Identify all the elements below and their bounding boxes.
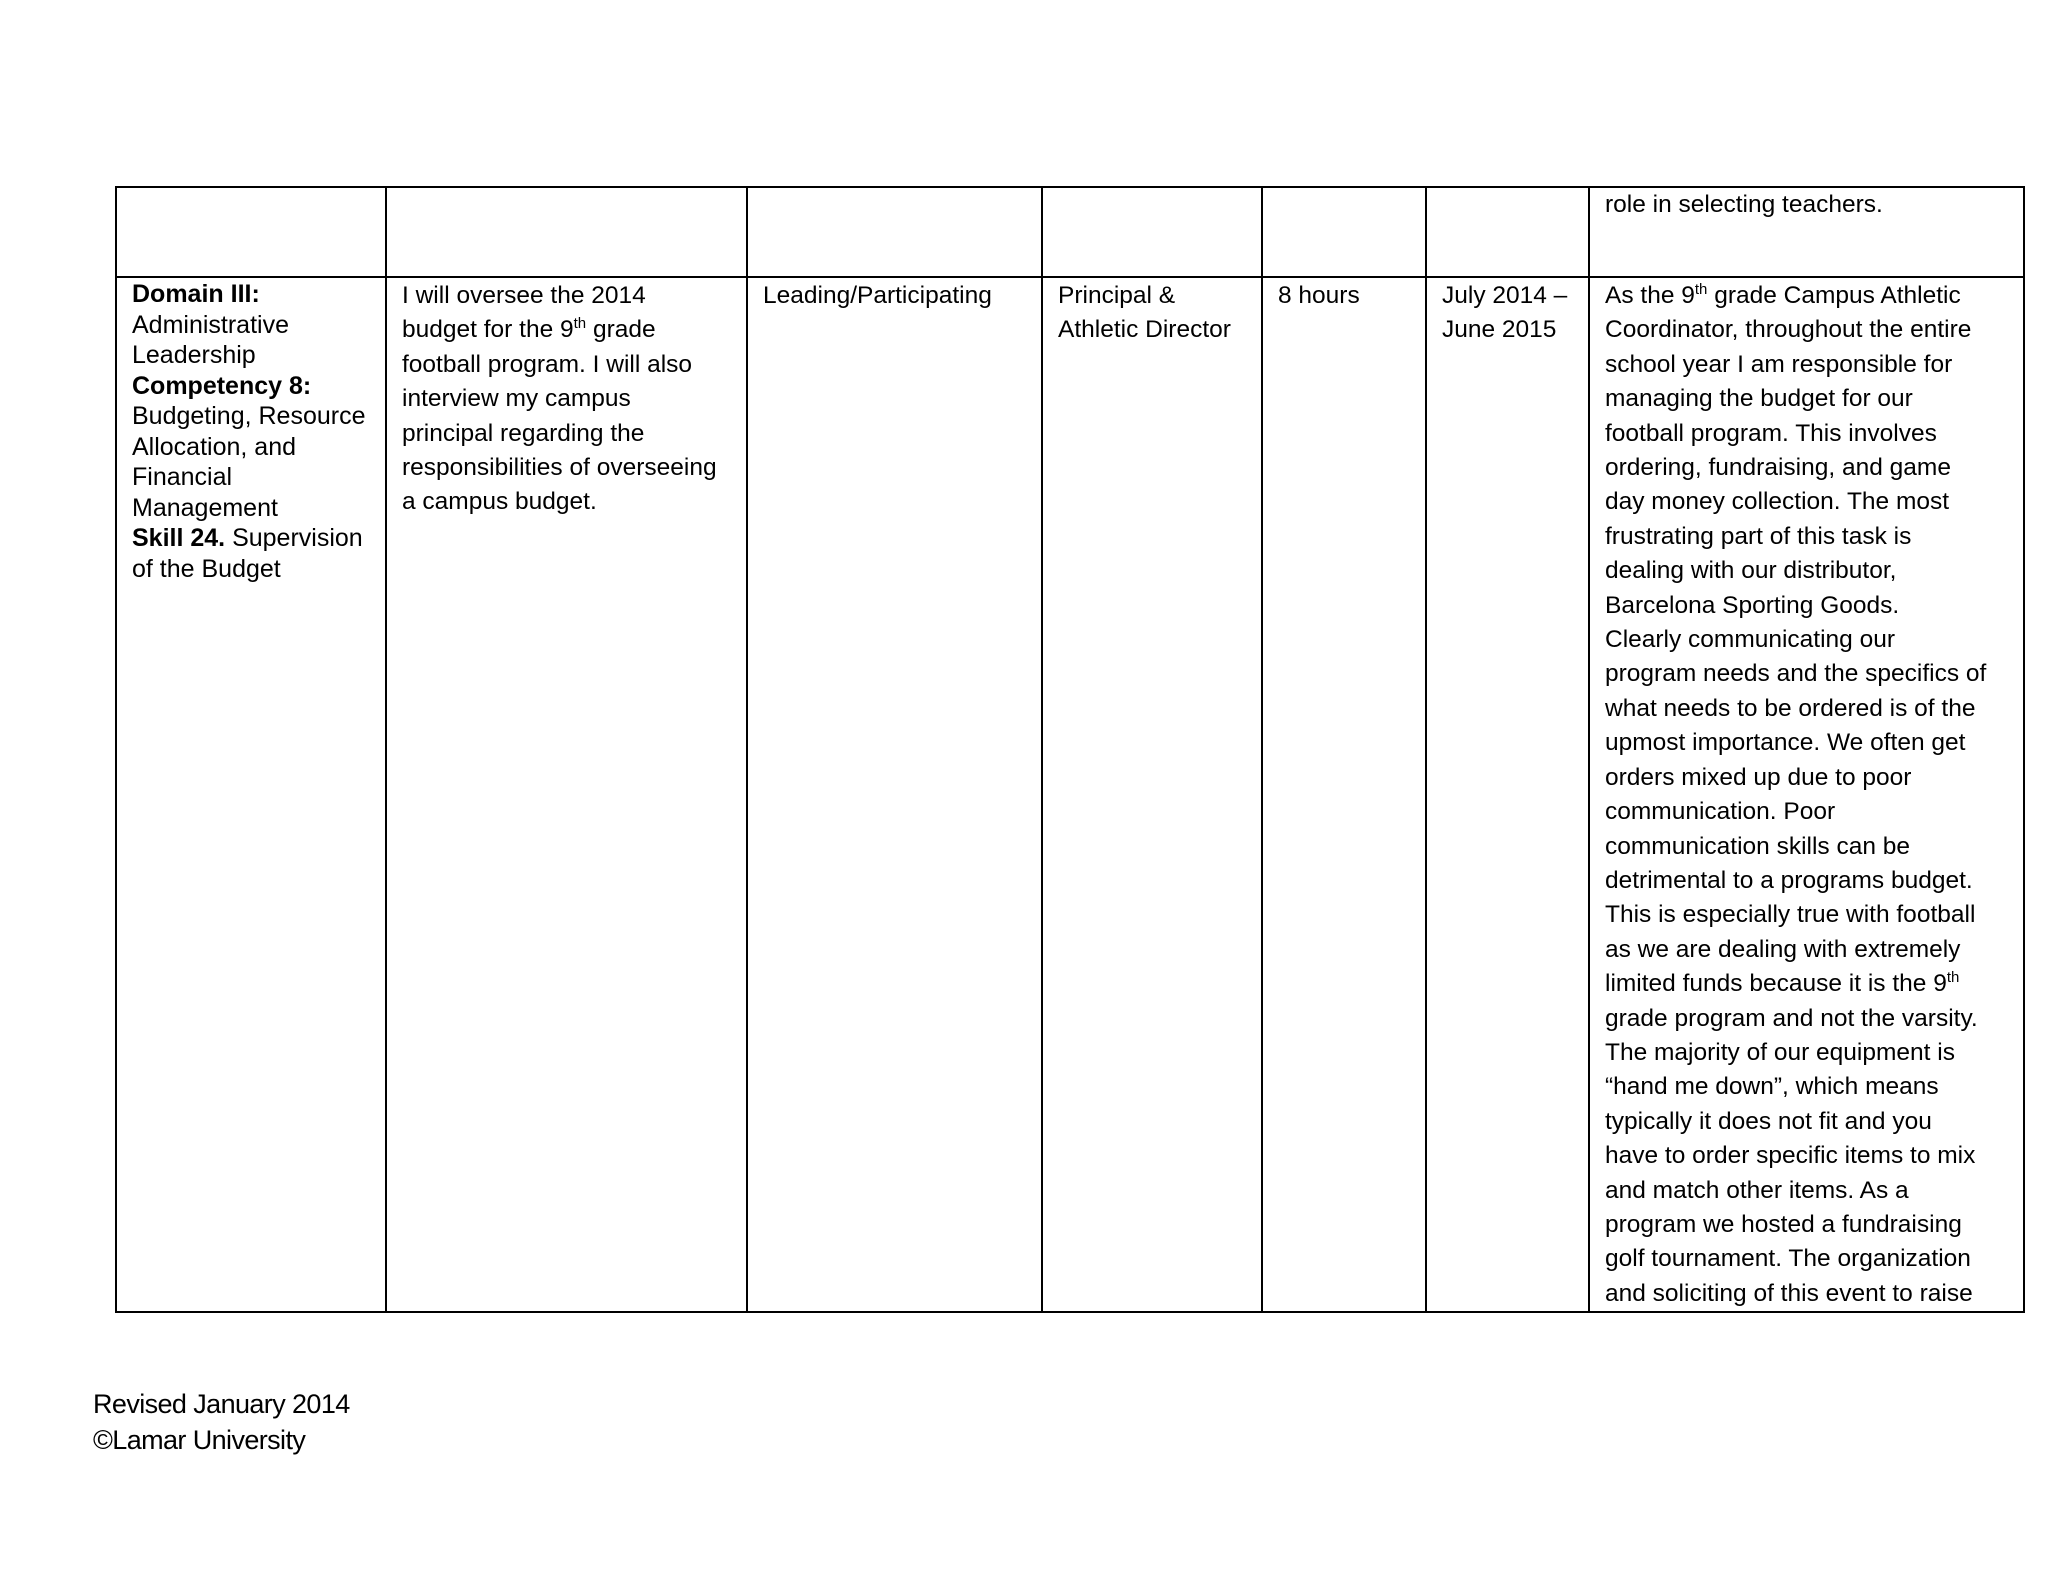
activity-line: a campus budget.	[402, 488, 597, 516]
activity-line: principal regarding the	[402, 419, 645, 447]
reflection-line: program needs and the specifics of	[1605, 660, 1987, 688]
reflection-line: As the 9th grade Campus Athletic	[1605, 281, 1961, 309]
reflection-line: day money collection. The most	[1605, 488, 1950, 516]
reflection-line: communication skills can be	[1605, 832, 1911, 860]
reflection-line: what needs to be ordered is of the	[1605, 694, 1976, 722]
hours-text: 8 hours	[1278, 282, 1360, 309]
activity-line: I will oversee the 2014	[402, 282, 646, 309]
reflection-line: Clearly communicating our	[1605, 626, 1896, 654]
reflection-line: golf tournament. The organization	[1605, 1245, 1971, 1273]
reflection-line: This is especially true with football	[1605, 901, 1976, 929]
competency-name-line: Management	[132, 493, 278, 522]
domain-name-line: Leadership	[132, 341, 256, 369]
reflection-line: typically it does not fit and you	[1605, 1107, 1932, 1135]
skill-name-line: of the Budget	[132, 554, 281, 583]
reflection-lines	[1605, 313, 2023, 967]
reflection-lines	[1605, 1002, 2023, 1312]
reflection-line: Barcelona Sporting Goods.	[1605, 591, 1900, 619]
reflection-line: football program. This involves	[1605, 419, 1937, 447]
reflection-line: and match other items. As a	[1605, 1176, 1909, 1204]
reflection-line: dealing with our distributor,	[1605, 557, 1897, 585]
reflection-tail: role in selecting teachers.	[1605, 191, 1883, 218]
role-text: Leading/Participating	[763, 282, 992, 309]
cell-role-empty	[747, 187, 1042, 277]
activity-line: interview my campus	[402, 385, 631, 413]
reflection-line: school year I am responsible for	[1605, 350, 1953, 378]
cell-objective	[116, 277, 386, 1312]
cell-person	[1042, 277, 1262, 1312]
cell-person-empty	[1042, 187, 1262, 277]
reflection-line: limited funds because it is the 9th	[1605, 969, 1960, 998]
reflection-line: detrimental to a programs budget.	[1605, 866, 1973, 894]
cell-objective-empty	[116, 187, 386, 277]
cell-reflection-continued	[1589, 187, 2024, 277]
cell-reflection	[1589, 277, 2024, 1312]
action-plan-table	[115, 186, 2025, 1313]
cell-timeline	[1426, 277, 1589, 1312]
cell-timeline-empty	[1426, 187, 1589, 277]
revised-date: Revised January 2014	[93, 1389, 350, 1419]
person-line: Athletic Director	[1058, 316, 1231, 344]
activity-line: responsibilities of overseeing	[402, 454, 717, 482]
skill-label: Skill 24.	[132, 524, 226, 552]
cell-hours-empty	[1262, 187, 1426, 277]
reflection-line: frustrating part of this task is	[1605, 522, 1912, 550]
competency-name-line: Budgeting, Resource	[132, 402, 366, 430]
cell-hours	[1262, 277, 1426, 1312]
reflection-line: Coordinator, throughout the entire	[1605, 316, 1972, 344]
table-row	[116, 277, 2024, 1312]
competency-name-line: Financial	[132, 463, 233, 491]
reflection-line: orders mixed up due to poor	[1605, 763, 1912, 791]
reflection-line: The majority of our equipment is	[1605, 1038, 1955, 1066]
reflection-line: have to order specific items to mix	[1605, 1142, 1976, 1170]
skill-name: Supervision	[225, 524, 363, 552]
cell-activity-empty	[386, 187, 747, 277]
reflection-line: as we are dealing with extremely	[1605, 935, 1961, 963]
activity-line: football program. I will also	[402, 350, 693, 378]
domain-name-line: Administrative	[132, 310, 289, 339]
copyright: ©Lamar University	[93, 1425, 306, 1455]
reflection-line: upmost importance. We often get	[1605, 729, 1966, 757]
competency-label: Competency 8:	[132, 371, 312, 400]
competency-name-line: Allocation, and	[132, 432, 297, 461]
reflection-line: managing the budget for our	[1605, 385, 1913, 413]
timeline-line: June 2015	[1442, 316, 1557, 344]
timeline-line: July 2014 –	[1442, 282, 1568, 309]
reflection-line: and soliciting of this event to raise	[1605, 1279, 1973, 1307]
cell-activity	[386, 277, 747, 1312]
reflection-line: grade program and not the varsity.	[1605, 1004, 1978, 1032]
reflection-line: “hand me down”, which means	[1605, 1073, 1939, 1101]
reflection-line: program we hosted a fundraising	[1605, 1210, 1962, 1238]
person-line: Principal &	[1058, 282, 1176, 309]
cell-role	[747, 277, 1042, 1312]
domain-label: Domain III:	[132, 280, 260, 308]
reflection-line: communication. Poor	[1605, 798, 1836, 826]
table-row-continued	[116, 187, 2024, 277]
activity-line: budget for the 9th grade	[402, 315, 656, 344]
reflection-line: ordering, fundraising, and game	[1605, 454, 1951, 482]
page-footer	[93, 1386, 350, 1458]
